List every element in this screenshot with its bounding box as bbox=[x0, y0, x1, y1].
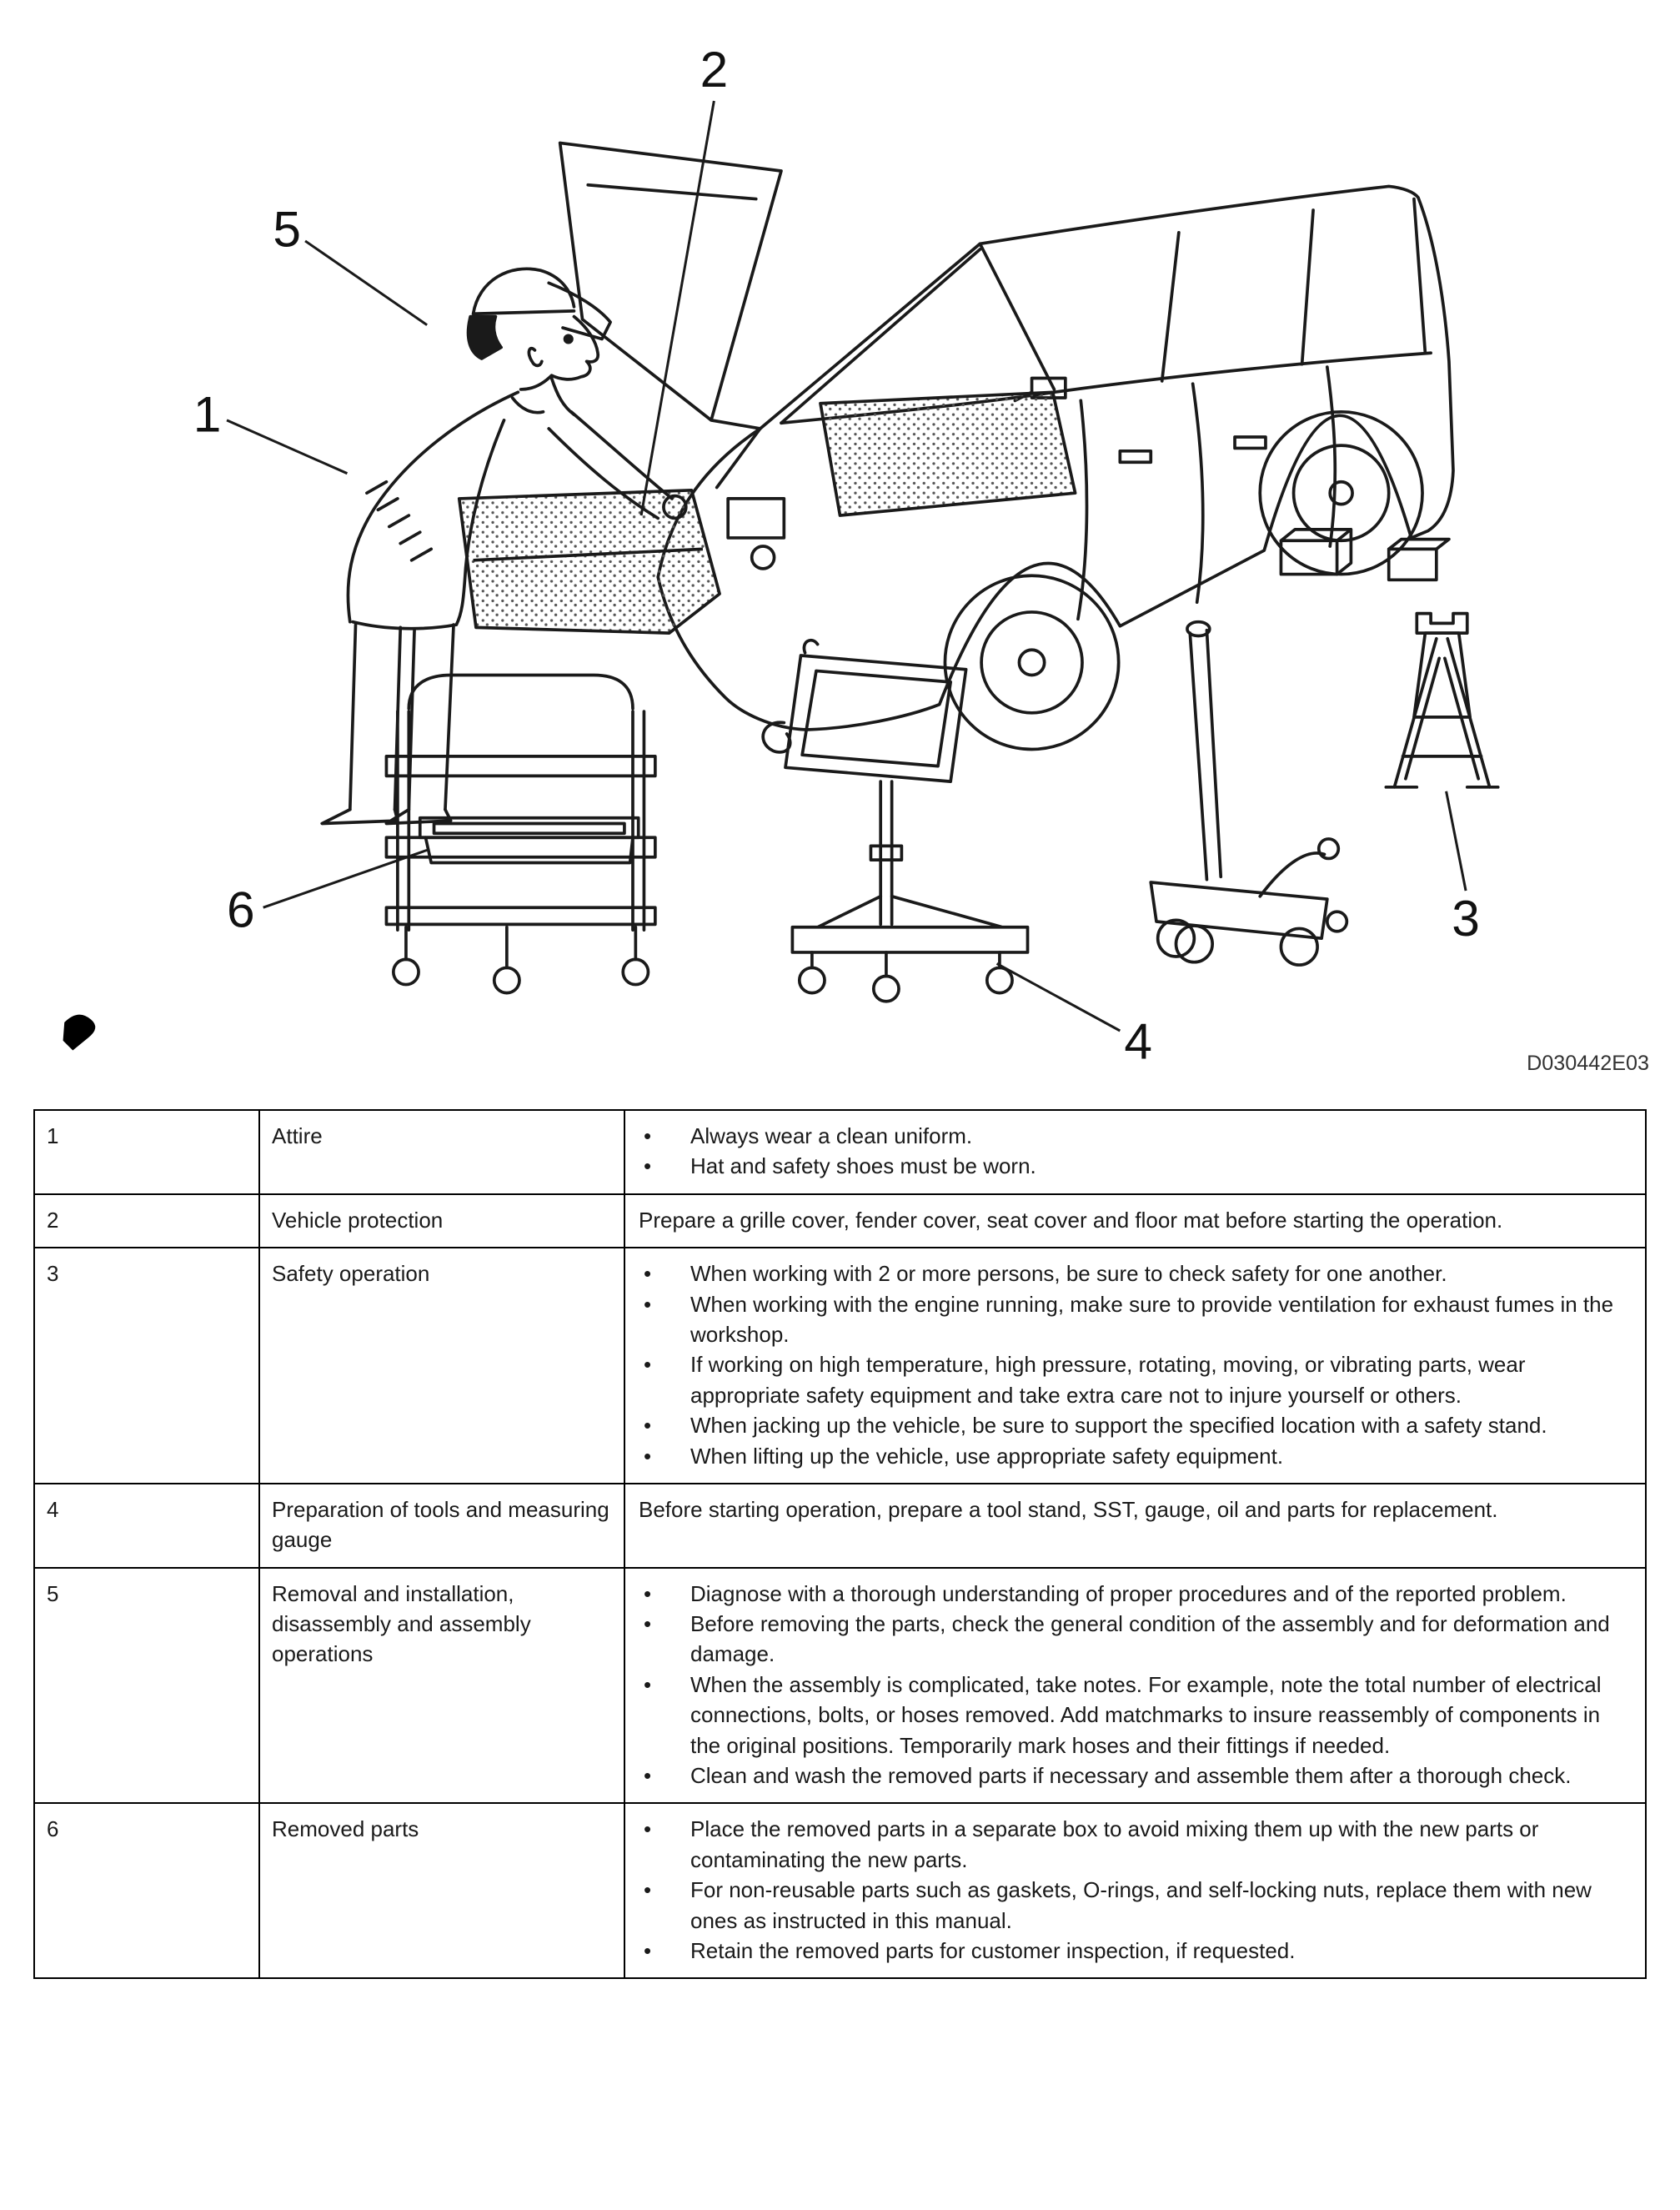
bullet-marker: • bbox=[644, 1671, 652, 1697]
list-item bbox=[635, 1205, 1633, 1235]
car-glasshouse bbox=[1054, 199, 1431, 393]
row-description bbox=[625, 1484, 1645, 1567]
list-item bbox=[635, 1494, 1633, 1524]
list-item bbox=[635, 1609, 1633, 1670]
row-number: 2 bbox=[35, 1195, 260, 1247]
cart-shelf-bottom bbox=[386, 907, 654, 924]
bullet-marker: • bbox=[644, 1413, 652, 1439]
bullet-marker: • bbox=[644, 1580, 652, 1606]
figure-code: D030442E03 bbox=[1527, 1052, 1650, 1076]
leader-line-6 bbox=[263, 850, 427, 907]
workshop-illustration bbox=[0, 0, 1680, 1092]
table-row bbox=[35, 1111, 1645, 1193]
row-description bbox=[625, 1111, 1645, 1193]
item-text: Place the removed parts in a separate box to avoid mixing them up with the new parts or contaminating the new parts. bbox=[690, 1816, 1539, 1872]
table-row bbox=[35, 1483, 1645, 1567]
stand-saddle bbox=[1417, 614, 1467, 634]
jack-saddle bbox=[1319, 839, 1339, 859]
callout-2: 2 bbox=[700, 41, 729, 98]
lamp-head bbox=[785, 655, 966, 781]
table-row bbox=[35, 1247, 1645, 1483]
row-description bbox=[625, 1195, 1645, 1247]
leader-line-1 bbox=[227, 420, 347, 474]
list-item bbox=[635, 1410, 1633, 1440]
cart-shelf-top bbox=[386, 756, 654, 776]
item-text: Hat and safety shoes must be worn. bbox=[690, 1153, 1036, 1179]
car-door-handles bbox=[1120, 437, 1266, 462]
row-description bbox=[625, 1248, 1645, 1483]
cart-casters bbox=[394, 927, 649, 993]
item-text: When the assembly is complicated, take notes. For example, note the total number of electrical connections, bolts, or hoses removed. Add matchmarks to insure reassembly of components in the original positions. Temporarily mark hoses and their fittings if needed. bbox=[690, 1671, 1602, 1758]
car-open-hood bbox=[560, 143, 781, 429]
bullet-marker: • bbox=[644, 1816, 652, 1842]
stand-column bbox=[1414, 633, 1470, 717]
lamp-casters bbox=[800, 952, 1012, 1002]
list-item bbox=[635, 1258, 1633, 1288]
callout-3: 3 bbox=[1452, 889, 1480, 947]
item-text: Diagnose with a thorough understanding of proper procedures and of the reported problem. bbox=[690, 1580, 1567, 1606]
illustration-svg bbox=[0, 0, 1680, 1092]
lamp-base bbox=[792, 897, 1027, 952]
callout-5: 5 bbox=[273, 200, 302, 258]
list-item bbox=[635, 1936, 1633, 1966]
bullet-marker: • bbox=[644, 1877, 652, 1903]
item-text: When working with the engine running, make sure to provide ventilation for exhaust fumes in the workshop. bbox=[690, 1291, 1614, 1347]
row-number: 6 bbox=[35, 1804, 260, 1977]
jack-body bbox=[1151, 853, 1327, 938]
row-description bbox=[625, 1804, 1645, 1977]
table-row bbox=[35, 1193, 1645, 1247]
list-item bbox=[635, 1579, 1633, 1609]
mechanic-hair bbox=[469, 317, 502, 359]
mechanic-face bbox=[521, 317, 599, 389]
bullet-marker: • bbox=[644, 1291, 652, 1317]
item-text: Retain the removed parts for customer inspection, if requested. bbox=[690, 1937, 1296, 1963]
fender-cover-left bbox=[459, 490, 720, 633]
callout-4: 4 bbox=[1124, 1012, 1152, 1070]
row-title: Removed parts bbox=[260, 1804, 625, 1977]
bullet-marker: • bbox=[644, 1153, 652, 1179]
list-item bbox=[635, 1670, 1633, 1760]
bullet-marker: • bbox=[644, 1352, 652, 1378]
list-item bbox=[635, 1875, 1633, 1936]
callout-6: 6 bbox=[227, 881, 255, 938]
item-text: When lifting up the vehicle, use appropriate safety equipment. bbox=[690, 1443, 1284, 1469]
item-text: Always wear a clean uniform. bbox=[690, 1123, 973, 1148]
list-item bbox=[635, 1151, 1633, 1181]
row-number: 4 bbox=[35, 1484, 260, 1567]
lamp-pole-collar bbox=[870, 846, 901, 860]
table-row bbox=[35, 1567, 1645, 1803]
engine-detail bbox=[752, 546, 775, 569]
mechanic-legs bbox=[350, 625, 454, 810]
row-title: Vehicle protection bbox=[260, 1195, 625, 1247]
leader-line-3 bbox=[1447, 791, 1467, 891]
leader-line-2 bbox=[641, 101, 714, 515]
jack-handle bbox=[1190, 630, 1221, 880]
list-item bbox=[635, 1441, 1633, 1471]
mechanic-ear bbox=[529, 349, 541, 366]
list-item bbox=[635, 1121, 1633, 1151]
row-title: Removal and installation, disassembly and assembly operations bbox=[260, 1569, 625, 1803]
item-text: Before starting operation, prepare a tool stand, SST, gauge, oil and parts for replacement. bbox=[639, 1496, 1498, 1522]
list-item bbox=[635, 1760, 1633, 1791]
lamp-hook bbox=[804, 640, 817, 653]
list-item bbox=[635, 1349, 1633, 1410]
list-item bbox=[635, 1289, 1633, 1350]
item-text: Prepare a grille cover, fender cover, seat cover and floor mat before starting the operation. bbox=[639, 1207, 1503, 1233]
stand-legs bbox=[1386, 639, 1497, 787]
note-icon bbox=[63, 1015, 96, 1051]
bullet-marker: • bbox=[644, 1123, 652, 1148]
item-text: Before removing the parts, check the general condition of the assembly and for deformation and damage. bbox=[690, 1611, 1610, 1667]
row-title: Safety operation bbox=[260, 1248, 625, 1483]
item-text: If working on high temperature, high pressure, rotating, moving, or vibrating parts, wear appropriate safety equipment and take extra care not to injure yourself or others. bbox=[690, 1352, 1526, 1408]
row-number: 1 bbox=[35, 1111, 260, 1193]
item-text: When working with 2 or more persons, be sure to check safety for one another. bbox=[690, 1261, 1447, 1287]
mechanic-eye bbox=[565, 335, 572, 342]
leader-line-5 bbox=[305, 241, 427, 325]
cart-handle bbox=[409, 675, 633, 708]
floor-jack-drawing bbox=[1151, 622, 1347, 965]
engine-bay bbox=[717, 429, 785, 538]
list-item bbox=[635, 1814, 1633, 1875]
row-title: Preparation of tools and measuring gauge bbox=[260, 1484, 625, 1567]
bullet-marker: • bbox=[644, 1261, 652, 1287]
item-text: Clean and wash the removed parts if necessary and assemble them after a thorough check. bbox=[690, 1763, 1572, 1789]
tool-cart-drawing bbox=[386, 675, 654, 992]
lamp-pole bbox=[880, 781, 891, 924]
leader-line-4 bbox=[997, 963, 1121, 1031]
bullet-marker: • bbox=[644, 1763, 652, 1789]
table-row bbox=[35, 1802, 1645, 1977]
vest-hatching bbox=[367, 482, 431, 560]
row-description bbox=[625, 1569, 1645, 1803]
item-text: For non-reusable parts such as gaskets, O-rings, and self-locking nuts, replace them with new ones as instructed in this manual. bbox=[690, 1877, 1592, 1933]
bullet-marker: • bbox=[644, 1937, 652, 1963]
callout-1: 1 bbox=[193, 385, 222, 443]
row-title: Attire bbox=[260, 1111, 625, 1193]
item-text: When jacking up the vehicle, be sure to support the specified location with a safety stand. bbox=[690, 1413, 1547, 1439]
row-number: 3 bbox=[35, 1248, 260, 1483]
bullet-marker: • bbox=[644, 1611, 652, 1637]
safety-stand-drawing bbox=[1386, 614, 1497, 787]
row-number: 5 bbox=[35, 1569, 260, 1803]
procedure-table bbox=[33, 1109, 1647, 1979]
bullet-marker: • bbox=[644, 1443, 652, 1469]
cowl-cover bbox=[820, 392, 1076, 515]
